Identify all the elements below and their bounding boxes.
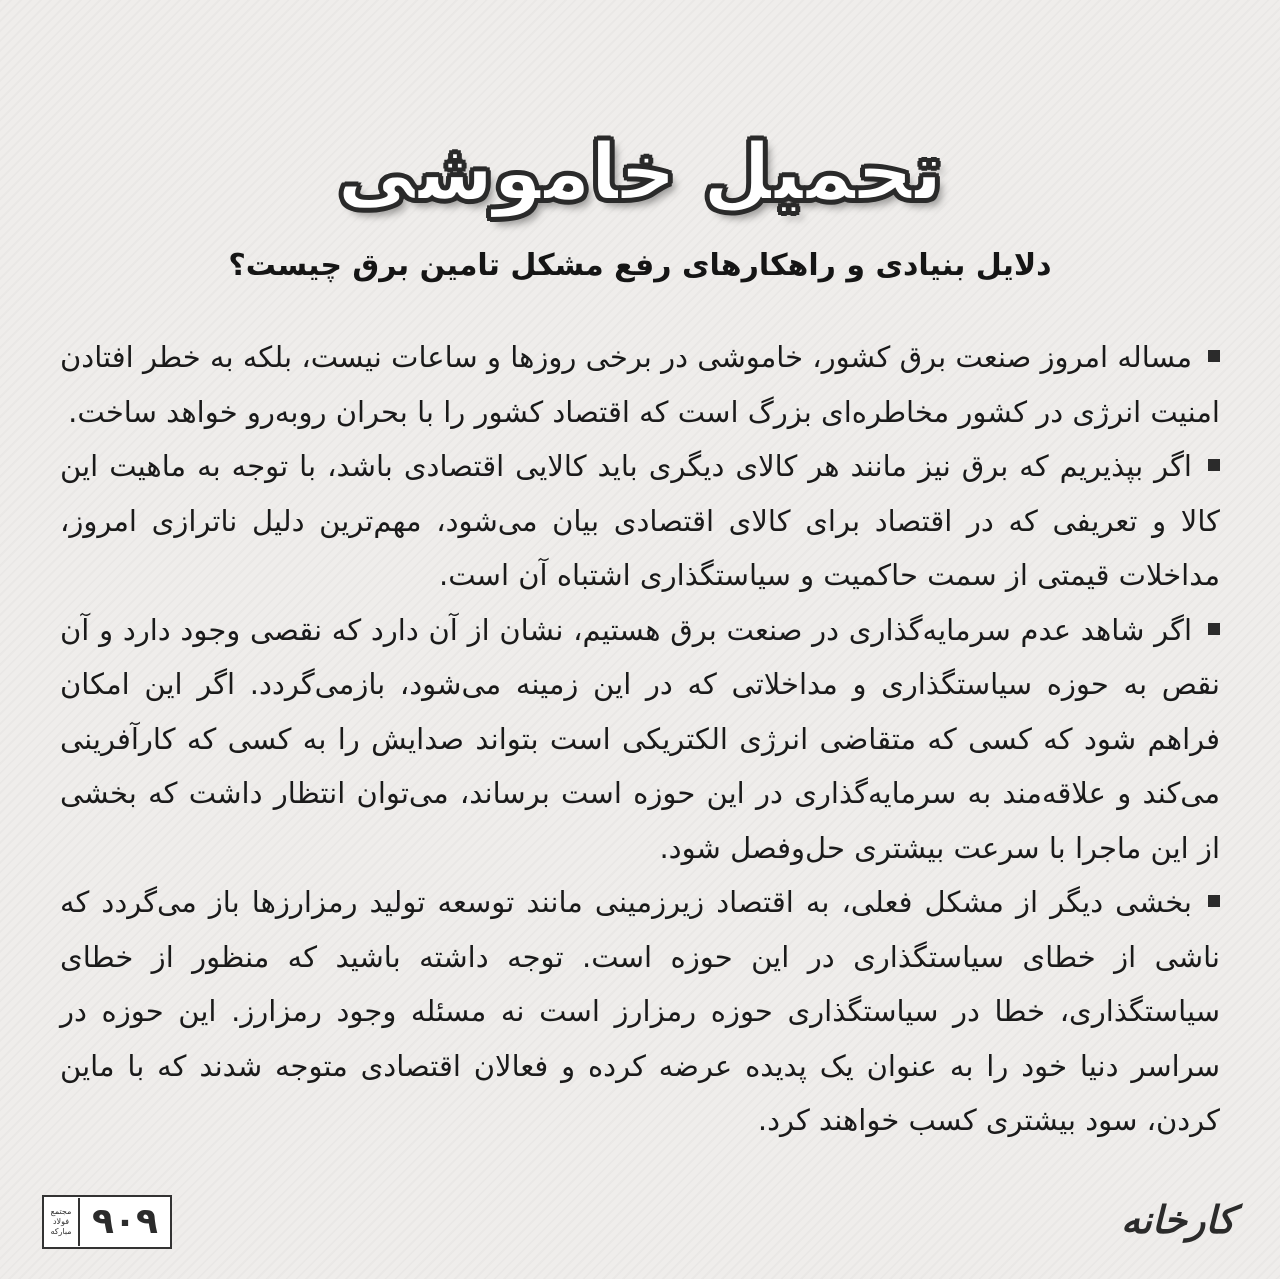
karkhaneh-logo: کارخانه xyxy=(1120,1198,1236,1242)
mobarakeh-steel-logo xyxy=(42,1195,172,1249)
paragraph-text: مساله امروز صنعت برق کشور، خاموشی در برخی روزها و ساعات نیست، بلکه به خطر افتادن امنیت انرژی در کشور مخاطره‌ای بزرگ است که اقتصاد کشور را با بحران روبه‌رو خواهد ساخت. xyxy=(60,340,1220,429)
company-name-line: فولاد xyxy=(52,1217,70,1226)
company-name xyxy=(44,1198,80,1246)
square-bullet-icon xyxy=(1208,350,1220,362)
square-bullet-icon xyxy=(1208,459,1220,471)
paragraph-text: اگر شاهد عدم سرمایه‌گذاری در صنعت برق هستیم، نشان از آن دارد که نقصی وجود دارد و آن نقص به حوزه سیاستگذاری و مداخلاتی که در این زمینه می‌شود، بازمی‌گردد. اگر این امکان فراهم شود که کسی که متقاضی انرژی الکتریکی است بتواند صدایش را به کسی که کارآفرینی می‌کند و علاقه‌مند به سرمایه‌گذاری در این حوزه است برساند، می‌توان انتظار داشت که بخشی از این ماجرا با سرعت بیشتری حل‌وفصل شود. xyxy=(60,612,1220,865)
paragraph-text: بخشی دیگر از مشکل فعلی، به اقتصاد زیرزمینی مانند توسعه تولید رمزارزها باز می‌گردد که ناشی از خطای سیاستگذاری در این حوزه است. توجه داشته باشید که منظور از خطای سیاستگذاری، خطا در سیاستگذاری حوزه رمزارز است نه مسئله وجود رمزارز. این حوزه در سراسر دنیا خود را به عنوان یک پدیده عرضه کرده و فعالان اقتصادی متوجه شدند که با ماین کردن، سود بیشتری کسب خواهند کرد. xyxy=(60,885,1220,1137)
logo-mark: ۹۰۹ xyxy=(92,1201,158,1242)
square-bullet-icon xyxy=(1208,623,1220,635)
page-title: تحمیل خاموشی xyxy=(337,128,943,218)
paragraph-3 xyxy=(60,603,1220,876)
paragraph-4 xyxy=(60,875,1220,1148)
page-subtitle: دلایل بنیادی و راهکارهای رفع مشکل تامین برق چیست؟ xyxy=(228,248,1052,283)
company-name-line: مجتمع xyxy=(50,1207,72,1216)
company-name-line: مبارکه xyxy=(50,1227,72,1236)
paragraph-text: اگر بپذیریم که برق نیز مانند هر کالای دیگری باید کالایی اقتصادی باشد، با توجه به ماهیت این کالا و تعریفی که در اقتصاد برای کالای اقتصادی بیان می‌شود، مهم‌ترین دلیل ناترازی امروز، مداخلات قیمتی از سمت حاکمیت و سیاستگذاری اشتباه آن است. xyxy=(60,449,1220,592)
paragraph-1 xyxy=(60,330,1220,439)
paragraph-2 xyxy=(60,439,1220,603)
article-body xyxy=(60,330,1220,1148)
square-bullet-icon xyxy=(1208,895,1220,907)
